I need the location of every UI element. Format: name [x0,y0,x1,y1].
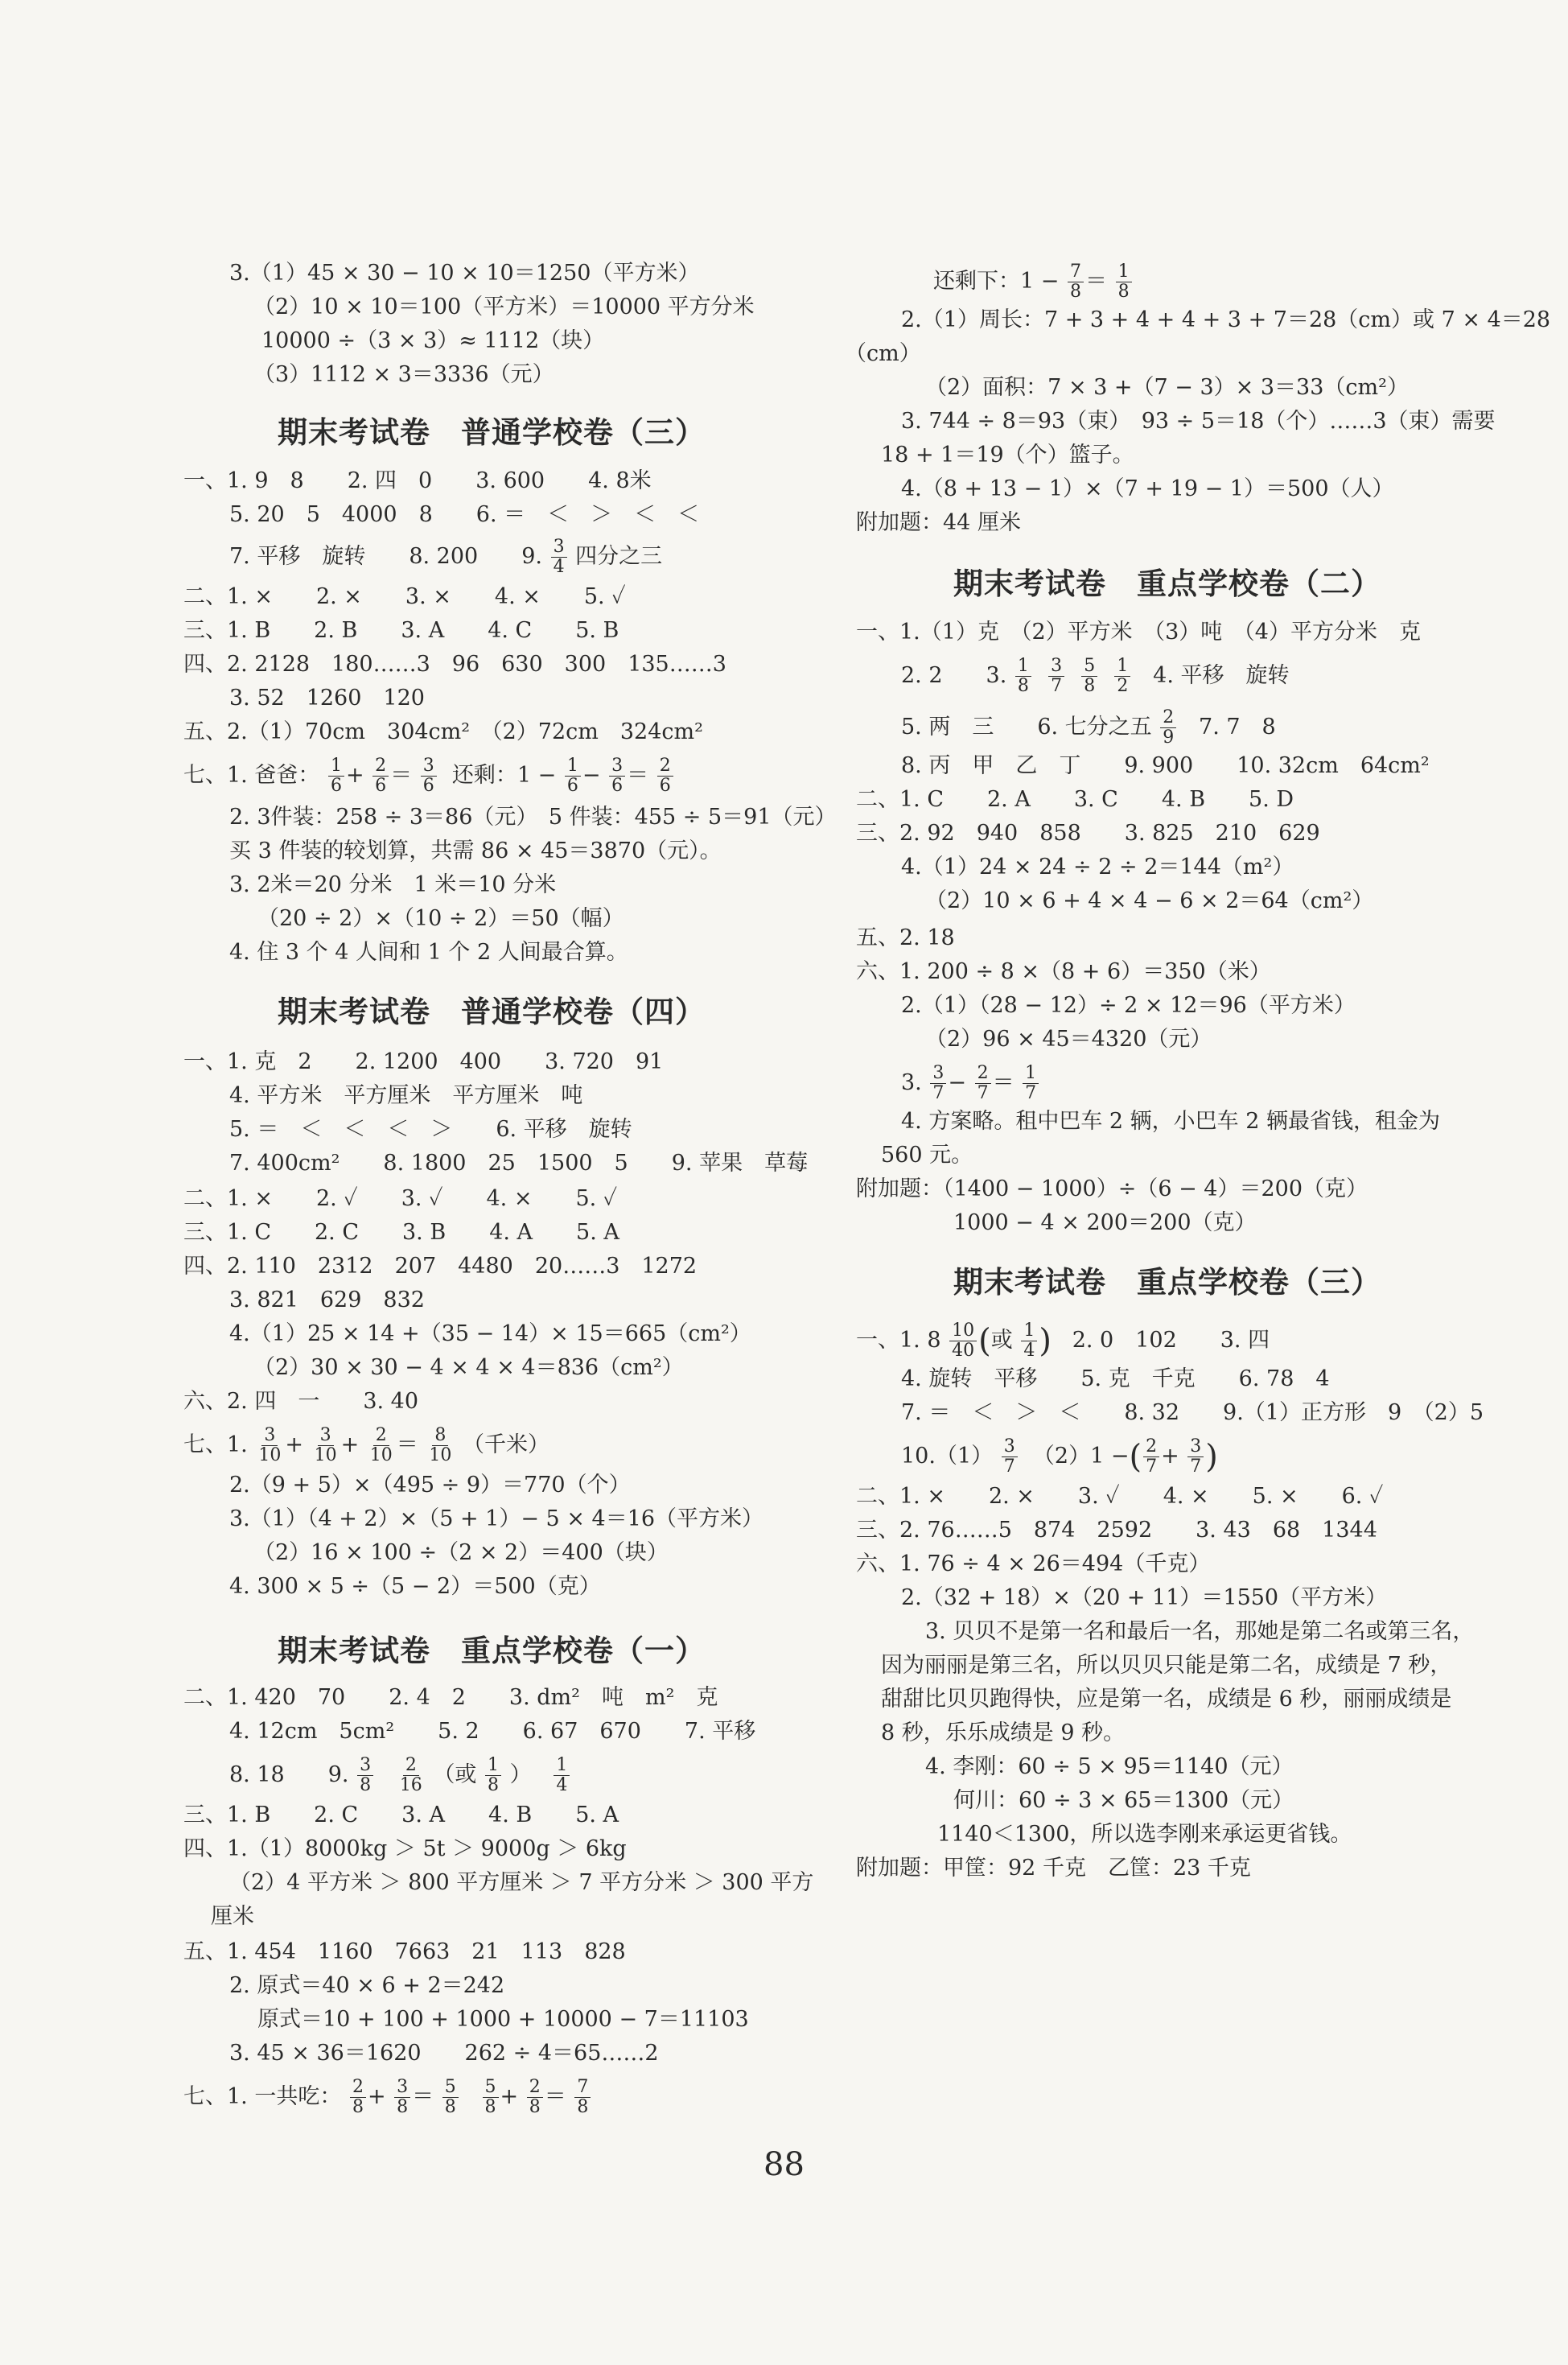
fraction: $\frac{3}{10}$ [258,1425,282,1465]
answer-line: 三、2. 92 940 858 3. 825 210 629 [856,821,1320,846]
fraction: $\frac{2}{16}$ [399,1755,422,1795]
answer-line: 3. 45 × 36＝1620 262 ÷ 4＝65……2 [229,2041,659,2066]
answer-line: 5. 两 三 6. 七分之五 $\frac{2}{9}$ 7. 7 8 [901,707,1276,748]
answer-line: 7. 平移 旋转 8. 200 9. $\frac{3}{4}$ 四分之三 [229,537,663,577]
answer-line: 六、1. 76 ÷ 4 × 26＝494（千克） [856,1551,1211,1576]
answer-line: 3. 821 629 832 [229,1288,425,1312]
answer-line: 二、1. C 2. A 3. C 4. B 5. D [856,787,1294,812]
answer-line: 3. 贝贝不是第一名和最后一名，那她是第二名或第三名， [925,1619,1475,1644]
answer-line: 六、1. 200 ÷ 8 ×（8 + 6）＝350（米） [856,959,1271,984]
section-title: 期末考试卷 重点学校卷（一） [278,1634,706,1668]
answer-line: 四、1.（1）8000kg ＞ 5t ＞ 9000g ＞ 6kg [183,1836,627,1861]
fraction: $\frac{2}{9}$ [1160,708,1176,748]
answer-line: 还剩下：1 − $\frac{7}{8}$ ＝ $\frac{1}{8}$ [933,262,1134,302]
answer-line: 三、1. C 2. C 3. B 4. A 5. A [183,1220,619,1245]
answer-line: （2）10 × 6 + 4 × 4 − 6 × 2＝64（cm²） [925,888,1374,913]
answer-line: 附加题：甲筐：92 千克 乙筐：23 千克 [856,1856,1251,1881]
answer-line: （2）10 × 10＝100（平方米）＝10000 平方分米 [253,295,755,319]
answer-line: 甜甜比贝贝跑得快，应是第一名，成绩是 6 秒，丽丽成绩是 [881,1687,1452,1712]
answer-line: 七、1. 一共吃： $\frac{2}{8}$ + $\frac{3}{8}$ ＝ $\frac{5}{8}$ $\frac{5}{8}$ + $\frac{2}{8}$ ＝ $\frac{7}{8}$ [183,2078,592,2117]
answer-line: 3.（1）45 × 30 − 10 × 10＝1250（平方米） [229,261,700,286]
fraction: $\frac{2}{8}$ [527,2078,543,2117]
answer-line: （2）4 平方米 ＞ 800 平方厘米 ＞ 7 平方分米 ＞ 300 平方 [229,1870,814,1895]
answer-line: 3.（1）（4 + 2）×（5 + 1）− 5 × 4＝16（平方米） [229,1506,764,1531]
answer-line: 8 秒，乐乐成绩是 9 秒。 [881,1720,1126,1745]
answer-line: 4.（8 + 13 − 1）×（7 + 19 − 1）＝500（人） [901,476,1394,501]
answer-line: 买 3 件装的较划算，共需 86 × 45＝3870（元）。 [229,838,722,863]
answer-line: 8. 18 9. $\frac{3}{8}$ $\frac{2}{16}$ （或 $\frac{1}{8}$ ） $\frac{1}{4}$ [229,1756,571,1795]
fraction: $\frac{3}{4}$ [551,538,567,577]
answer-line: 一、1. 克 2 2. 1200 400 3. 720 91 [183,1049,664,1074]
fraction: $\frac{3}{6}$ [609,756,625,796]
answer-line: 二、1. × 2. × 3. ✓ 4. × 5. × 6. ✓ [856,1484,1384,1509]
fraction: $\frac{2}{7}$ [1143,1437,1159,1477]
answer-line: 2.（1）（28 − 12）÷ 2 × 12＝96（平方米） [901,993,1356,1018]
answer-line: 10.（1） $\frac{3}{7}$ （2）1 −( $\frac{2}{7}$ + $\frac{3}{7}$ ) [901,1436,1218,1477]
answer-line: 5. ＝ ＜ ＜ ＜ ＞ 6. 平移 旋转 [229,1117,632,1142]
answer-line: 18 + 1＝19（个）篮子。 [881,443,1134,468]
answer-line: 4. 平方米 平方厘米 平方厘米 吨 [229,1083,583,1108]
fraction: $\frac{1}{4}$ [554,1756,570,1795]
answer-line: 1140＜1300，所以选李刚来承运更省钱。 [937,1822,1352,1847]
answer-line: 4. 住 3 个 4 人间和 1 个 2 人间最合算。 [229,940,628,965]
answer-line: （2）30 × 30 − 4 × 4 × 4＝836（cm²） [253,1355,684,1380]
answer-line: 三、1. B 2. B 3. A 4. C 5. B [183,618,619,643]
answer-line: （20 ÷ 2）×（10 ÷ 2）＝50（幅） [257,906,624,931]
answer-line: 附加题：（1400 − 1000）÷（6 − 4）＝200（克） [856,1176,1368,1201]
answer-line: 1000 − 4 × 200＝200（克） [953,1210,1257,1235]
answer-line: 4.（1）24 × 24 ÷ 2 ÷ 2＝144（m²） [901,855,1294,880]
answer-line: （cm） [845,341,921,366]
answer-line: 5. 20 5 4000 8 6. ＝ ＜ ＞ ＜ ＜ [229,502,700,527]
answer-line: 七、1. 爸爸： $\frac{1}{6}$ + $\frac{2}{6}$ ＝ $\frac{3}{6}$ 还剩：1 − $\frac{1}{6}$ − $\frac{3}{6}$ ＝ $\frac{2}{6}$ [183,756,675,796]
answer-line: 2. 原式＝40 × 6 + 2＝242 [229,1973,505,1998]
fraction: $\frac{2}{6}$ [372,756,389,796]
answer-line: 一、1.（1）克 （2）平方米 （3）吨 （4）平方分米 克 [856,620,1421,645]
answer-line: （2）16 × 100 ÷（2 × 2）＝400（块） [253,1540,669,1565]
fraction: $\frac{1}{2}$ [1114,657,1130,696]
fraction: $\frac{7}{8}$ [574,2078,591,2117]
fraction: $\frac{8}{10}$ [429,1425,452,1465]
fraction: $\frac{2}{7}$ [975,1064,991,1103]
answer-line: 4. 旋转 平移 5. 克 千克 6. 78 4 [901,1366,1330,1391]
fraction: $\frac{3}{10}$ [314,1425,337,1465]
section-title: 期末考试卷 普通学校卷（四） [278,995,706,1029]
answer-line: 厘米 [211,1904,254,1929]
fraction: $\frac{1}{8}$ [1015,657,1031,696]
answer-line: 7. ＝ ＜ ＞ ＜ 8. 32 9.（1）正方形 9 （2）5 [901,1400,1484,1425]
answer-line: 4. 方案略。租中巴车 2 辆，小巴车 2 辆最省钱，租金为 [901,1109,1441,1134]
fraction: $\frac{1}{8}$ [1116,262,1132,302]
answer-line: 2. 3件装：258 ÷ 3＝86（元） 5 件装：455 ÷ 5＝91（元） [229,805,837,830]
fraction: $\frac{1}{7}$ [1023,1064,1039,1103]
fraction: $\frac{1}{6}$ [565,756,581,796]
answer-line: 2.（9 + 5）×（495 ÷ 9）＝770（个） [229,1473,631,1498]
answer-line: 4. 12cm 5cm² 5. 2 6. 67 670 7. 平移 [229,1719,756,1744]
answer-line: 一、1. 8 $\frac{10}{40}$ (或 $\frac{1}{4}$ ) 2. 0 102 3. 四 [856,1321,1270,1361]
fraction: $\frac{5}{8}$ [442,2078,459,2117]
fraction: $\frac{2}{8}$ [350,2078,366,2117]
answer-line: 2.（32 + 18）×（20 + 11）＝1550（平方米） [901,1585,1388,1610]
answer-line: 七、1. $\frac{3}{10}$ + $\frac{3}{10}$ + $\frac{2}{10}$ ＝ $\frac{8}{10}$ （千米） [183,1425,549,1465]
fraction: $\frac{3}{7}$ [1187,1437,1204,1477]
answer-line: 3. 52 1260 120 [229,686,425,711]
answer-line: 4. 300 × 5 ÷（5 − 2）＝500（克） [229,1574,601,1599]
answer-line: 四、2. 110 2312 207 4480 20……3 1272 [183,1254,698,1279]
answer-line: 四、2. 2128 180……3 96 630 300 135……3 [183,652,726,677]
answer-line: 3. 2米＝20 分米 1 米＝10 分米 [229,872,557,897]
section-title: 期末考试卷 重点学校卷（三） [953,1265,1381,1300]
answer-line: （2）96 × 45＝4320（元） [925,1027,1212,1052]
fraction: $\frac{7}{8}$ [1068,262,1084,302]
fraction: $\frac{10}{40}$ [949,1321,977,1361]
fraction: $\frac{3}{7}$ [930,1064,946,1103]
answer-line: 一、1. 9 8 2. 四 0 3. 600 4. 8米 [183,468,652,493]
section-title: 期末考试卷 普通学校卷（三） [278,415,706,450]
answer-line: 2. 2 3. $\frac{1}{8}$ $\frac{3}{7}$ $\frac{5}{8}$ $\frac{1}{2}$ 4. 平移 旋转 [901,656,1290,696]
fraction: $\frac{3}{8}$ [357,1756,373,1795]
answer-line: 二、1. 420 70 2. 4 2 3. dm² 吨 m² 克 [183,1685,718,1710]
answer-line: 3. 744 ÷ 8＝93（束） 93 ÷ 5＝18（个）……3（束）需要 [901,409,1496,434]
fraction: $\frac{2}{10}$ [369,1425,393,1465]
answer-line: 三、1. B 2. C 3. A 4. B 5. A [183,1803,619,1827]
fraction: $\frac{5}{8}$ [1081,657,1097,696]
answer-line: 4. 李刚：60 ÷ 5 × 95＝1140（元） [925,1754,1294,1779]
fraction: $\frac{3}{6}$ [421,756,437,796]
answer-line: 五、1. 454 1160 7663 21 113 828 [183,1939,626,1964]
fraction: $\frac{1}{6}$ [328,756,344,796]
fraction: $\frac{5}{8}$ [483,2078,499,2117]
fraction: $\frac{3}{8}$ [394,2078,410,2117]
page-number: 88 [763,2146,805,2183]
fraction: $\frac{2}{6}$ [657,756,673,796]
answer-line: 五、2. 18 [856,925,955,950]
answer-line: 六、2. 四 一 3. 40 [183,1389,419,1414]
answer-line: 附加题：44 厘米 [856,510,1021,535]
answer-line: 原式＝10 + 100 + 1000 + 10000 − 7＝11103 [257,2007,749,2032]
fraction: $\frac{1}{8}$ [485,1756,501,1795]
answer-line: （2）面积：7 × 3 +（7 − 3）× 3＝33（cm²） [925,375,1409,400]
answer-line: 10000 ÷（3 × 3）≈ 1112（块） [261,328,605,353]
section-title: 期末考试卷 重点学校卷（二） [953,567,1381,601]
answer-line: 2.（1）周长：7 + 3 + 4 + 4 + 3 + 7＝28（cm）或 7 × 4＝28 [901,307,1551,332]
answer-line: 五、2.（1）70cm 304cm² （2）72cm 324cm² [183,719,703,744]
answer-line: 因为丽丽是第三名，所以贝贝只能是第二名，成绩是 7 秒， [881,1653,1452,1678]
answer-line: 何川：60 ÷ 3 × 65＝1300（元） [953,1788,1294,1813]
answer-line: 二、1. × 2. × 3. × 4. × 5. ✓ [183,584,626,609]
fraction: $\frac{3}{7}$ [1002,1437,1018,1477]
answer-line: 560 元。 [881,1143,973,1168]
answer-line: 3. $\frac{3}{7}$ − $\frac{2}{7}$ ＝ $\frac{1}{7}$ [901,1064,1040,1103]
fraction: $\frac{3}{7}$ [1048,657,1064,696]
fraction: $\frac{1}{4}$ [1021,1321,1037,1361]
answer-line: 7. 400cm² 8. 1800 25 1500 5 9. 苹果 草莓 [229,1151,809,1176]
answer-line: 二、1. × 2. ✓ 3. ✓ 4. × 5. ✓ [183,1186,618,1211]
answer-line: 8. 丙 甲 乙 丁 9. 900 10. 32cm 64cm² [901,753,1430,778]
answer-line: 4.（1）25 × 14 +（35 − 14）× 15＝665（cm²） [229,1321,751,1346]
answer-line: （3）1112 × 3＝3336（元） [253,362,554,387]
answer-line: 三、2. 76……5 874 2592 3. 43 68 1344 [856,1518,1377,1543]
